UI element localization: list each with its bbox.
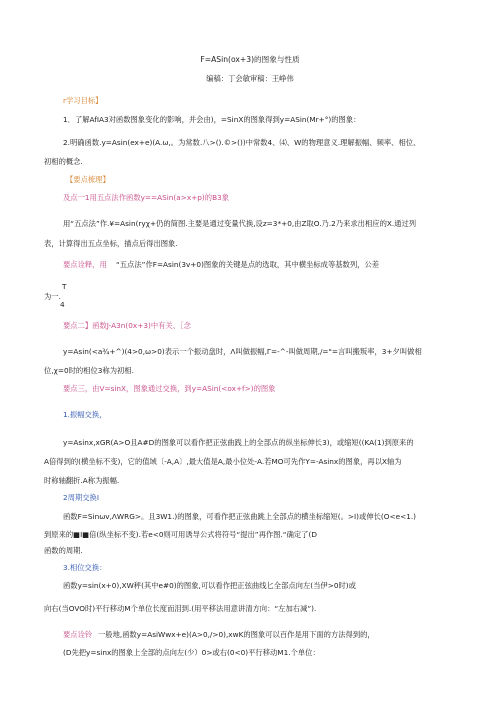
text-line-l14: y=Asin(<a¾+^)(4>0,ω>0)表示一个振动盘时，Λ叫做振幅,Γ=-^-叫做周期,/="=言叫搬叛率，3+夕叫做相 — [63, 347, 422, 356]
text-line-l29: (D先把y=sinx的图象上全部的点向左(少）0>或右(0<0)平行移动M1.个单位： — [63, 648, 320, 657]
text-line-l19: A倍得到的(横坐标不变)，它的值域〔-A,A〕,最大值是A,最小位处-A.若MO可先作Y=-Asinx的图象，再以X轴为 — [44, 457, 402, 466]
text-line-l04: 初相的概念. — [44, 157, 83, 166]
text-line-l23: 到原来的■I■倍(纵坐标不变).若e<0则可用诱导公式将符号“提出”再作图.“确定了(D — [44, 530, 317, 539]
text-line-l10: T — [62, 282, 67, 291]
text-line-l07: 用“五点法”作.¥=Asin(ryχ+仍的简图.主要是通过变量代换,设z=3*+0,由Z取O.乃.2乃来求出相应的X.通过列 — [63, 219, 417, 228]
text-line-l02: 1．了解AfIA3对函数图象变化的影响，并会由)，=SinX的图象得到y=ASin(Mr+°)的图象： — [63, 115, 361, 124]
text-line-l21: 2周期交换I — [63, 493, 99, 502]
text-line-l08: 表，计算得出五点坐标，描点后得出图象. — [44, 239, 178, 248]
text-line-l13: 要点二】函数J-A3n(0x+3)中有关、［念 — [63, 321, 191, 330]
text-line-l11: 为一. — [44, 292, 61, 301]
text-line-l22: 函数F=Sinωv,ΛWRG>。且3W1.)的图象，可看作把正弦曲跳上全部点的横坐标缩短(。>I)或伸长(O<e<1.) — [63, 512, 417, 521]
text-line-l06: 及点一1用五点法作函数y==ASin(a>x+p)的B3象 — [63, 193, 230, 202]
text-line-l24: 函数的周期. — [44, 546, 83, 555]
text-line-l18: y=Asinx,xGR(A>O且A#D的图象可以看作把正弦曲践上的全部点的纵坐标伸长3)，或缩短((KA(1)到原来的 — [63, 438, 414, 447]
text-line-l27: 向右(当OVO时)平行移动M个单位长度而泪到.(用平移法用意讲清方向：“左加右减”). — [44, 604, 317, 613]
text-line-l17: 1.振幅交换， — [63, 410, 107, 419]
text-line-l25: 3.相位交换： — [63, 563, 107, 572]
doc-title: F=ASin(ox+3)的图象与性质 — [200, 55, 300, 64]
text-line-l26: 函数y=sin(x+0),XW秤(其中e#0)的图象,可以看作把正弦曲线匕全部点向左(当伊>0时)或 — [63, 581, 356, 590]
text-line-l09b: “五点法”作F=Asin(3v+0)图象的关键是点的选取，其中横坐标成等基数列，公差 — [116, 260, 380, 269]
doc-editors: 编稿：丁会敏审稿：王峥伟 — [206, 74, 294, 83]
text-line-l03: 2.明确函数.y=Asin(ex+e)(A.ω,。为常数.八>().©>())中常数4、⑷、W的物理意义.理解振幅、频率、相位、 — [63, 138, 421, 147]
text-line-l05: 【要点梳理】 — [66, 175, 110, 184]
text-line-l15: 位,χ=0时的相位3称为初相. — [44, 366, 134, 375]
text-line-l28a: 要点诠铃 — [63, 630, 93, 639]
text-line-l09a: 要点诠释，用 — [63, 260, 107, 269]
text-line-l20: 时称轴翻折.A称为振幅. — [44, 476, 120, 485]
text-line-l16: 要点三，由V=sinX，图象通过交换，到y=ASin(<ox+f>)的图象 — [63, 384, 276, 393]
text-line-l12: 4 — [60, 300, 65, 309]
text-line-l01: r学习目标】 — [63, 96, 103, 105]
text-line-l28b: 一般地,函数y=AsiWwx+e)(A>0,/>0),xwK的图象可以百作是用下面的方法得到的， — [98, 630, 375, 639]
